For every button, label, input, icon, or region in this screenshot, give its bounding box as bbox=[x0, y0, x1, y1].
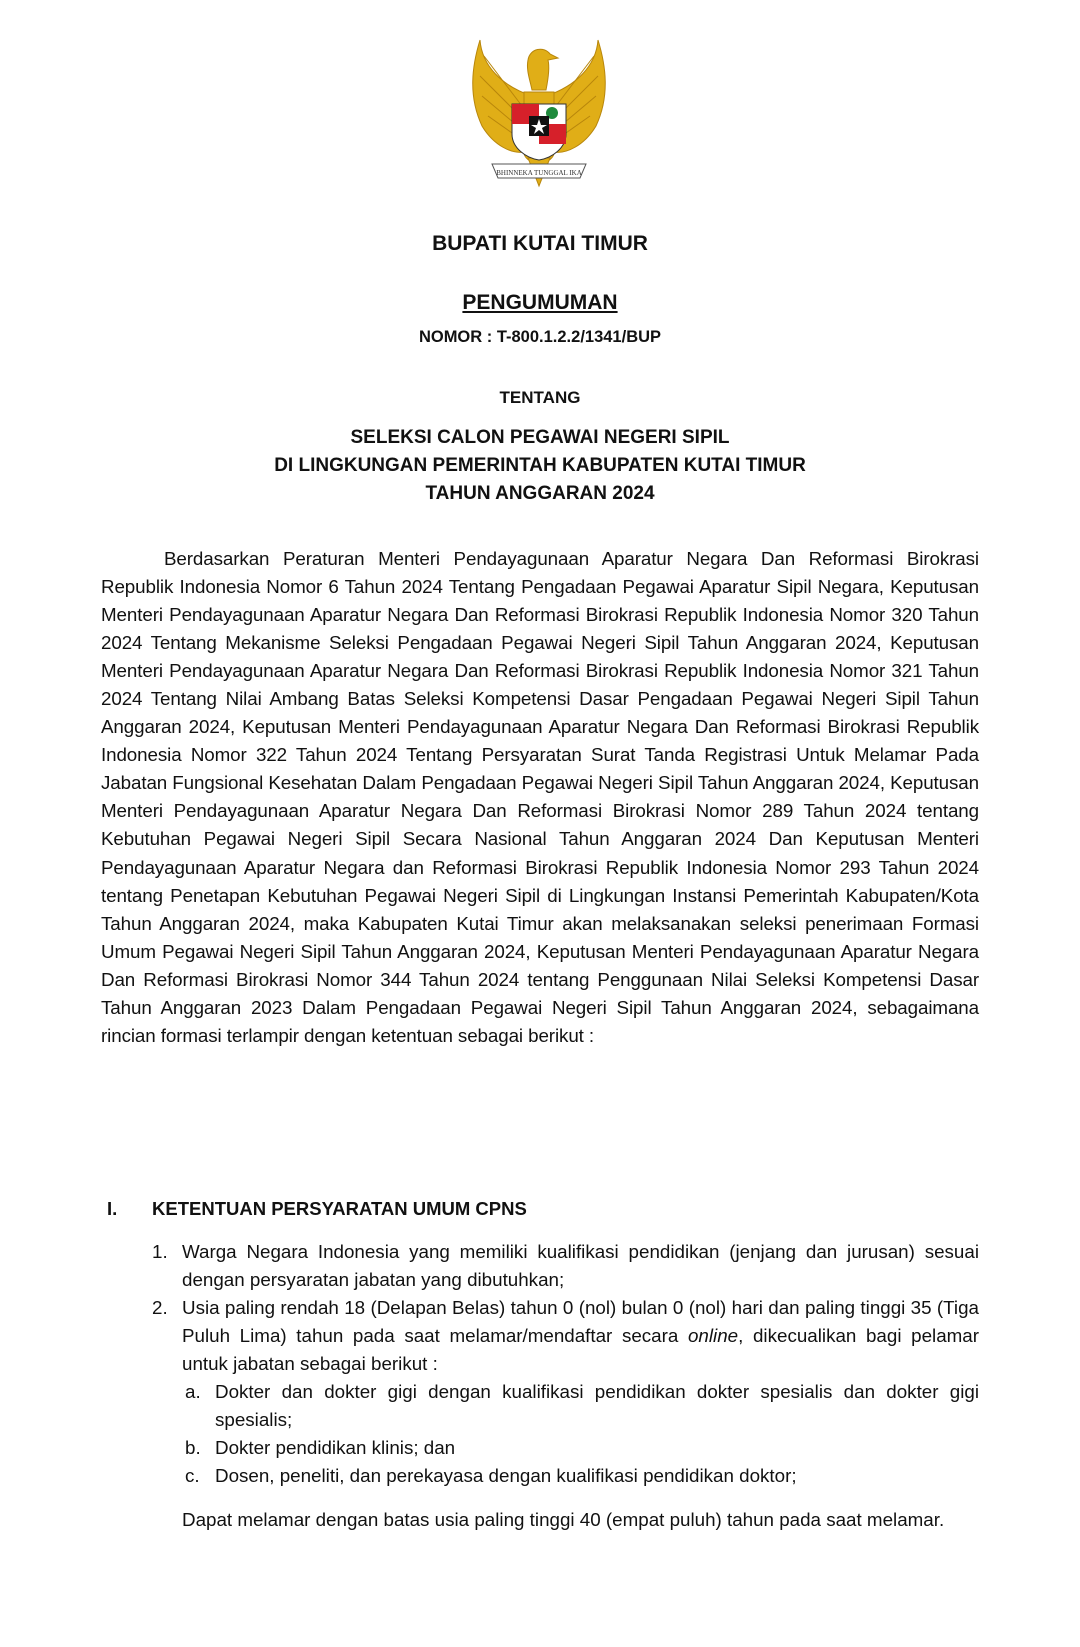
list-item-italic: online bbox=[687, 1325, 739, 1347]
subject-heading bbox=[0, 424, 1080, 508]
garuda-emblem-icon bbox=[462, 36, 616, 196]
document-number: NOMOR : T-800.1.2.2/1341/BUP bbox=[418, 328, 662, 346]
sub-item-text: Dokter pendidikan klinis; dan bbox=[215, 1437, 456, 1459]
sub-list bbox=[152, 1378, 979, 1490]
emblem-motto: BHINNEKA TUNGGAL IKA bbox=[496, 169, 582, 177]
list-item bbox=[152, 1238, 979, 1294]
garuda-pancasila-emblem bbox=[462, 36, 616, 196]
closing-paragraph: Dapat melamar dengan batas usia paling tinggi 40 (empat puluh) tahun pada saat melamar. bbox=[182, 1509, 945, 1530]
sub-item-letter: b. bbox=[185, 1437, 201, 1459]
sub-list-item bbox=[185, 1378, 979, 1434]
list-item-number: 1. bbox=[152, 1241, 168, 1262]
subject-line: DI LINGKUNGAN PEMERINTAH KABUPATEN KUTAI TIMUR bbox=[274, 455, 806, 476]
list-item bbox=[152, 1294, 979, 1378]
sub-list-item bbox=[185, 1434, 979, 1462]
requirements-list bbox=[152, 1238, 979, 1490]
list-item-text: Warga Negara Indonesia yang memiliki kualifikasi pendidikan (jenjang dan jurusan) sesuai dengan persyaratan jabatan yang dibutuhkan; bbox=[182, 1241, 979, 1291]
subject-line: SELEKSI CALON PEGAWAI NEGERI SIPIL bbox=[350, 427, 730, 448]
section-number: I. bbox=[107, 1198, 118, 1219]
subject-line: TAHUN ANGGARAN 2024 bbox=[425, 483, 655, 504]
section-title: KETENTUAN PERSYARATAN UMUM CPNS bbox=[152, 1198, 527, 1219]
sub-list-item bbox=[185, 1462, 979, 1490]
authority-title: BUPATI KUTAI TIMUR bbox=[432, 232, 648, 255]
sub-item-text: Dokter dan dokter gigi dengan kualifikasi pendidikan dokter spesialis dan dokter gigi spesialis; bbox=[215, 1381, 979, 1431]
list-item-number: 2. bbox=[152, 1297, 168, 1319]
about-label: TENTANG bbox=[499, 388, 581, 407]
document-type-title: PENGUMUMAN bbox=[462, 291, 618, 314]
list-item-text: Usia paling rendah 18 (Delapan Belas) tahun 0 (nol) bulan 0 (nol) hari dan paling tinggi 35 (Tiga Puluh Lima) tahun pada saat melamar/mendaftar secara bbox=[182, 1297, 979, 1347]
sub-item-text: Dosen, peneliti, dan perekayasa dengan kualifikasi pendidikan doktor; bbox=[215, 1465, 797, 1487]
sub-item-letter: a. bbox=[185, 1381, 201, 1403]
preamble-paragraph: Berdasarkan Peraturan Menteri Pendayagunaan Aparatur Negara Dan Reformasi Birokrasi Republik Indonesia Nomor 6 Tahun 2024 Tentang Pengadaan Pegawai Aparatur Sipil Negara, Keputusan Menteri Pendayagunaan Aparatur Negara Dan Reformasi Birokrasi Republik Indonesia Nomor 320 Tahun 2024 Tentang Mekanisme Seleksi Pengadaan Pegawai Negeri Sipil Tahun Anggaran 2024, Keputusan Menteri Pendayagunaan Aparatur Negara Dan Reformasi Birokrasi Republik Indonesia Nomor 321 Tahun 2024 Tentang Nilai Ambang Batas Seleksi Kompetensi Dasar Pengadaan Pegawai Negeri Sipil Tahun Anggaran 2024, Keputusan Menteri Pendayagunaan Aparatur Negara Dan Reformasi Birokrasi Republik Indonesia Nomor 322 Tahun 2024 Tentang Persyaratan Surat Tanda Registrasi Untuk Melamar Pada Jabatan Fungsional Kesehatan Dalam Pengadaan Pegawai Negeri Sipil Tahun Anggaran 2024, Keputusan Menteri Pendayagunaan Aparatur Negara Dan Reformasi Birokrasi Nomor 289 Tahun 2024 tentang Kebutuhan Pegawai Negeri Sipil Secara Nasional Tahun Anggaran 2024 Dan Keputusan Menteri Pendayagunaan Aparatur Negara dan Reformasi Birokrasi Republik Indonesia Nomor 293 Tahun 2024 tentang Penetapan Kebutuhan Pegawai Negeri Sipil di Lingkungan Instansi Pemerintah Kabupaten/Kota Tahun Anggaran 2024, maka Kabupaten Kutai Timur akan melaksanakan seleksi penerimaan Formasi Umum Pegawai Negeri Sipil Tahun Anggaran 2024, Keputusan Menteri Pendayagunaan Aparatur Negara Dan Reformasi Birokrasi Nomor 344 Tahun 2024 tentang Penggunaan Nilai Seleksi Kompetensi Dasar Tahun Anggaran 2023 Dalam Pengadaan Pegawai Negeri Sipil Tahun Anggaran 2024, sebagaimana rincian formasi terlampir dengan ketentuan sebagai berikut : bbox=[101, 548, 979, 1046]
list-item-text: , dikecualikan bagi pelamar untuk jabatan sebagai berikut : bbox=[182, 1325, 979, 1375]
sub-item-letter: c. bbox=[185, 1465, 200, 1487]
